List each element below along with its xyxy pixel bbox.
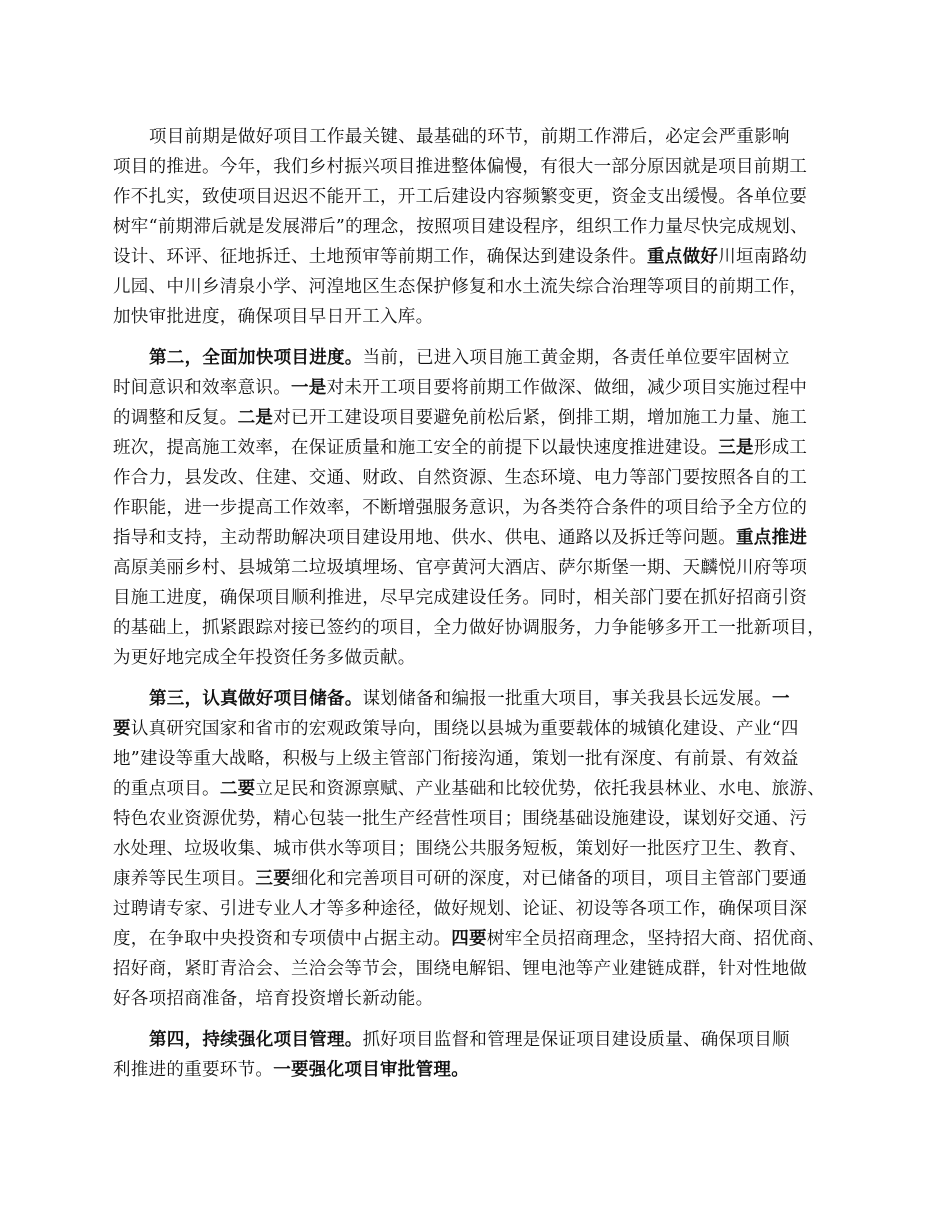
text-line — [113, 643, 853, 673]
text-line — [113, 403, 853, 433]
body-text: 谋划储备和编报一批重大项目，事关我县长远发展。 — [362, 689, 773, 709]
paragraph — [113, 122, 853, 332]
bold-text: 四要 — [451, 929, 487, 949]
text-line — [113, 583, 853, 613]
body-text: 目施工进度，确保项目顺利推进，尽早完成建设任务。同时，相关部门要在抓好招商引资 — [113, 588, 808, 608]
text-line — [113, 684, 853, 714]
text-line — [113, 242, 853, 272]
text-line — [113, 834, 853, 864]
body-text: 设计、环评、征地拆迁、土地预审等前期工作，确保达到建设条件。 — [113, 247, 647, 267]
text-line — [113, 302, 853, 332]
body-text: 特色农业资源优势，精心包装一批生产经营性项目；围绕基础设施建设，谋划好交通、污 — [113, 809, 808, 829]
bold-text: 重点做好 — [647, 247, 719, 267]
body-text: 儿园、中川乡清泉小学、河湟地区生态保护修复和水土流失综合治理等项目的前期工作， — [113, 277, 808, 297]
bold-text: 要 — [113, 719, 131, 739]
body-text: 利推进的重要环节。 — [113, 1060, 274, 1080]
text-line — [113, 182, 853, 212]
body-text: 康养等民生项目。 — [113, 869, 256, 889]
text-line — [113, 463, 853, 493]
bold-text: 一要强化项目审批管理。 — [273, 1060, 470, 1080]
body-text: 时间意识和效率意识。 — [113, 378, 291, 398]
body-text: 好各项招商准备，培育投资增长新动能。 — [113, 989, 434, 1009]
body-text: 班次，提高施工效率，在保证质量和施工安全的前提下以最快速度推进建设。 — [113, 438, 719, 458]
text-line — [113, 774, 853, 804]
bold-text: 三要 — [255, 869, 292, 889]
text-line — [113, 744, 853, 774]
body-text: 作合力，县发改、住建、交通、财政、自然资源、生态环境、电力等部门要按照各自的工 — [113, 468, 808, 488]
body-text: 项目的推进。今年，我们乡村振兴项目推进整体偏慢，有很大一部分原因就是项目前期工 — [113, 157, 808, 177]
text-line — [113, 714, 853, 744]
body-text: 作职能，进一步提高工作效率，不断增强服务意识，为各类符合条件的项目给予全方位的 — [113, 498, 808, 518]
body-text: 地”建设等重大战略，积极与上级主管部门衔接沟通，策划一批有深度、有前景、有效益 — [113, 749, 799, 769]
text-line — [113, 523, 853, 553]
body-text: 对未开工项目要将前期工作做深、做细，减少项目实施过程中 — [326, 378, 808, 398]
text-line — [113, 373, 853, 403]
bold-text: 第二，全面加快项目进度。 — [149, 348, 363, 368]
body-text: 的重点项目。 — [113, 779, 220, 799]
body-text: 度，在争取中央投资和专项债中占据主动。 — [113, 929, 452, 949]
body-text: 认真研究国家和省市的宏观政策导向，围绕以县城为重要载体的城镇化建设、产业“四 — [130, 719, 799, 739]
body-text: 指导和支持，主动帮助解决项目建设用地、供水、供电、通路以及拆迁等问题。 — [113, 528, 736, 548]
body-text: 当前，已进入项目施工黄金期，各责任单位要牢固树立 — [362, 348, 790, 368]
text-line — [113, 212, 853, 242]
body-text: 立足民和资源禀赋、产业基础和比较优势，依托我县林业、水电、旅游、 — [255, 779, 826, 799]
body-text: 细化和完善项目可研的深度，对已储备的项目，项目主管部门要通 — [291, 869, 808, 889]
body-text: 树牢全员招商理念，坚持招大商、招优商、 — [486, 929, 826, 949]
text-line — [113, 272, 853, 302]
body-text: 招好商，紧盯青洽会、兰洽会等节会，围绕电解铝、锂电池等产业建链成群，针对性地做 — [113, 959, 808, 979]
body-text: 树牢“前期滞后就是发展滞后”的理念，按照项目建设程序，组织工作力量尽快完成规划、 — [113, 217, 808, 237]
text-line — [113, 894, 853, 924]
body-text: 水处理、垃圾收集、城市供水等项目；围绕公共服务短板，策划好一批医疗卫生、教育、 — [113, 839, 808, 859]
paragraph — [113, 343, 853, 673]
text-line — [113, 613, 853, 643]
body-text: 抓好项目监督和管理是保证项目建设质量、确保项目顺 — [362, 1030, 790, 1050]
bold-text: 第三，认真做好项目储备。 — [149, 689, 363, 709]
body-text: 加快审批进度，确保项目早日开工入库。 — [113, 307, 434, 327]
text-line — [113, 553, 853, 583]
body-text: 作不扎实，致使项目迟迟不能开工，开工后建设内容频繁变更，资金支出缓慢。各单位要 — [113, 187, 808, 207]
text-line — [113, 1025, 853, 1055]
text-line — [113, 1055, 853, 1085]
text-line — [113, 804, 853, 834]
bold-text: 二是 — [237, 408, 274, 428]
text-line — [113, 984, 853, 1014]
text-line — [113, 122, 853, 152]
body-text: 对已开工建设项目要避免前松后紧，倒排工期，增加施工力量、施工 — [273, 408, 808, 428]
text-line — [113, 152, 853, 182]
body-text: 过聘请专家、引进专业人才等多种途径，做好规划、论证、初设等各项工作，确保项目深 — [113, 899, 808, 919]
body-text: 为更好地完成全年投资任务多做贡献。 — [113, 648, 416, 668]
paragraph — [113, 684, 853, 1014]
text-line — [113, 433, 853, 463]
body-text: 高原美丽乡村、县城第二垃圾填埋场、官亭黄河大酒店、萨尔斯堡一期、天麟悦川府等项 — [113, 558, 808, 578]
body-text: 项目前期是做好项目工作最关键、最基础的环节，前期工作滞后，必定会严重影响 — [149, 127, 790, 147]
text-line — [113, 343, 853, 373]
text-line — [113, 924, 853, 954]
text-line — [113, 493, 853, 523]
body-text: 的调整和反复。 — [113, 408, 238, 428]
text-line — [113, 954, 853, 984]
bold-text: 一 — [772, 689, 790, 709]
bold-text: 一是 — [291, 378, 327, 398]
text-line — [113, 864, 853, 894]
document-body — [113, 122, 853, 1096]
body-text: 形成工 — [753, 438, 808, 458]
body-text: 的基础上，抓紧跟踪对接已签约的项目，全力做好协调服务，力争能够多开工一批新项目， — [113, 618, 825, 638]
body-text: 川垣南路幼 — [718, 247, 808, 267]
bold-text: 重点推进 — [736, 528, 808, 548]
paragraph — [113, 1025, 853, 1085]
bold-text: 二要 — [219, 779, 256, 799]
bold-text: 第四，持续强化项目管理。 — [149, 1030, 363, 1050]
bold-text: 三是 — [718, 438, 754, 458]
